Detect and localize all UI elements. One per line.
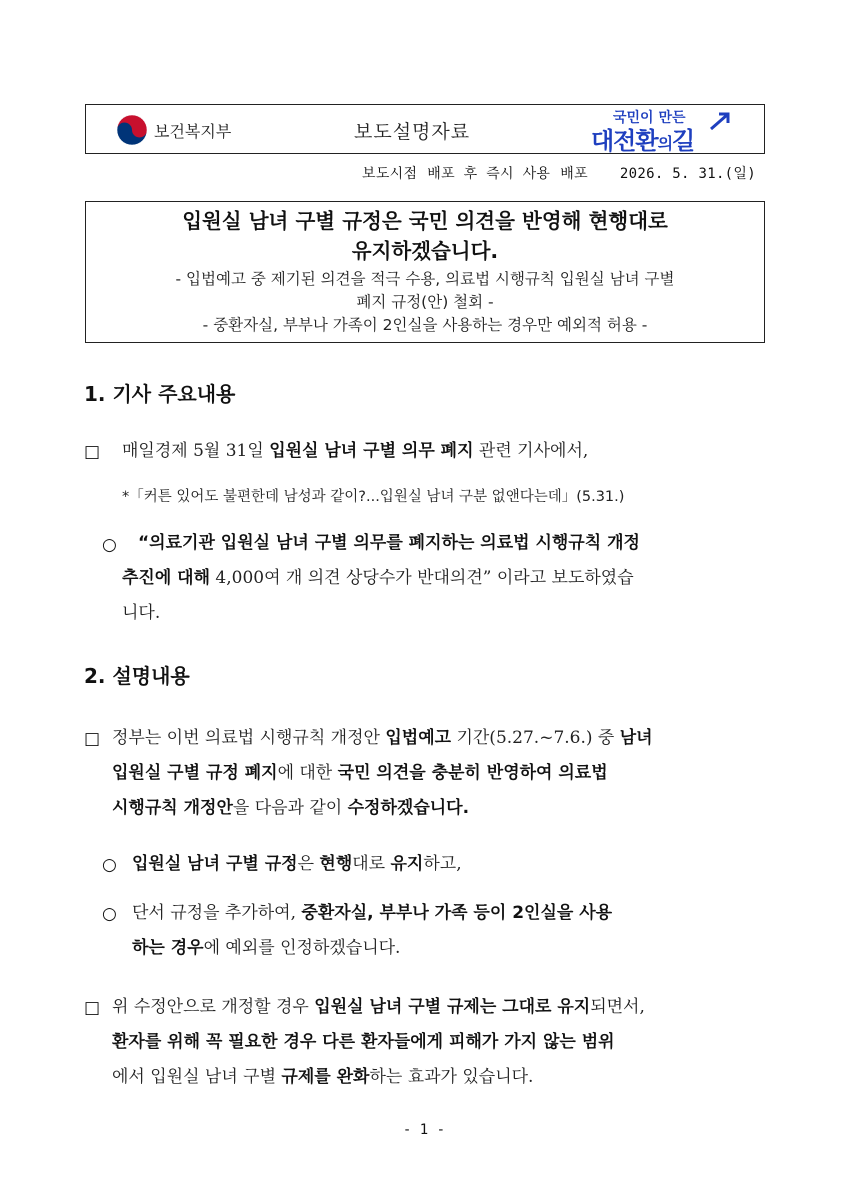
circle-bullet: ○: [102, 535, 117, 555]
section-2-paragraph-1: 정부는 이번 의료법 시행규칙 개정안 입법예고 기간(5.27.~7.6.) 중 남녀 입원실 구별 규정 폐지에 대한 국민 의견을 충분히 반영하여 의료법 시행규칙 개정안을 다음과 같이 수정하겠습니다.: [112, 728, 653, 818]
subtitle-2: - 중환자실, 부부나 가족이 2인실을 사용하는 경우만 예외적 허용 -: [202, 316, 648, 334]
ministry-logo: [116, 113, 231, 147]
document-type: 보도설명자료: [354, 121, 471, 143]
page-number: - 1 -: [402, 1122, 446, 1138]
main-title-line1: 입원실 남녀 구별 규정은 국민 의견을 반영해 현행대로: [182, 209, 668, 233]
title-box: [85, 201, 765, 343]
square-bullet: □: [84, 729, 101, 749]
section-1-paragraph-2: “의료기관 입원실 남녀 구별 의무를 폐지하는 의료법 시행규칙 개정 추진에 대해 4,000여 개 의견 상당수가 반대의견” 이라고 보도하였습 니다.: [122, 533, 640, 623]
slogan-top: 국민이 만든: [613, 110, 686, 126]
release-info: [362, 163, 766, 183]
ministry-name: 보건복지부: [154, 123, 232, 141]
section-2-heading: 2. 설명내용: [84, 664, 190, 688]
subtitle-1-line1: - 입법예고 중 제기된 의견을 적극 수용, 의료법 시행규칙 입원실 남녀 구별: [175, 270, 675, 288]
section-1-paragraph-1: 매일경제 5월 31일 입원실 남녀 구별 의무 폐지 관련 기사에서,: [122, 441, 589, 461]
square-bullet: □: [84, 442, 101, 462]
subtitle-1: [86, 268, 764, 337]
release-date: 2026. 5. 31.(일): [619, 166, 756, 182]
main-title-line2: 유지하겠습니다.: [351, 239, 499, 263]
taeguk-icon: [116, 114, 148, 146]
section-2-paragraph-2: 입원실 남녀 구별 규정은 현행대로 유지하고,: [132, 854, 462, 874]
section-1-heading: 1. 기사 주요내용: [84, 382, 236, 406]
release-timing: 배포 후 즉시 사용: [427, 166, 551, 182]
section-2-paragraph-4: 위 수정안으로 개정할 경우 입원실 남녀 구별 규제는 그대로 유지되면서, 환자를 위해 꼭 필요한 경우 다른 환자들에게 피해가 가지 않는 범위 에서 입원실 남녀 구별 규제를 완화하는 효과가 있습니다.: [112, 997, 645, 1087]
distribute-label: 배포: [560, 166, 588, 182]
release-label: 보도시점: [362, 166, 418, 182]
circle-bullet: ○: [102, 855, 117, 875]
square-bullet: □: [84, 998, 101, 1018]
slogan-big-2: 길: [672, 127, 695, 155]
slogan-arrow-icon: [709, 111, 731, 133]
main-title: [86, 206, 764, 266]
article-note: *「커튼 있어도 불편한데 남성과 같이?...입원실 남녀 구분 없앤다는데」(5.31.): [122, 489, 625, 505]
slogan-big-1: 대전환: [591, 127, 658, 155]
section-2-paragraph-3: 단서 규정을 추가하여, 중환자실, 부부나 가족 등이 2인실을 사용 하는 경우에 예외를 인정하겠습니다.: [132, 903, 613, 958]
circle-bullet: ○: [102, 904, 117, 924]
slogan-main: [591, 121, 694, 156]
slogan-small: 의: [657, 134, 673, 153]
slogan-logo: [591, 107, 731, 153]
header-box: [85, 104, 765, 154]
subtitle-1-line2: 폐지 규정(안) 철회 -: [356, 293, 494, 311]
